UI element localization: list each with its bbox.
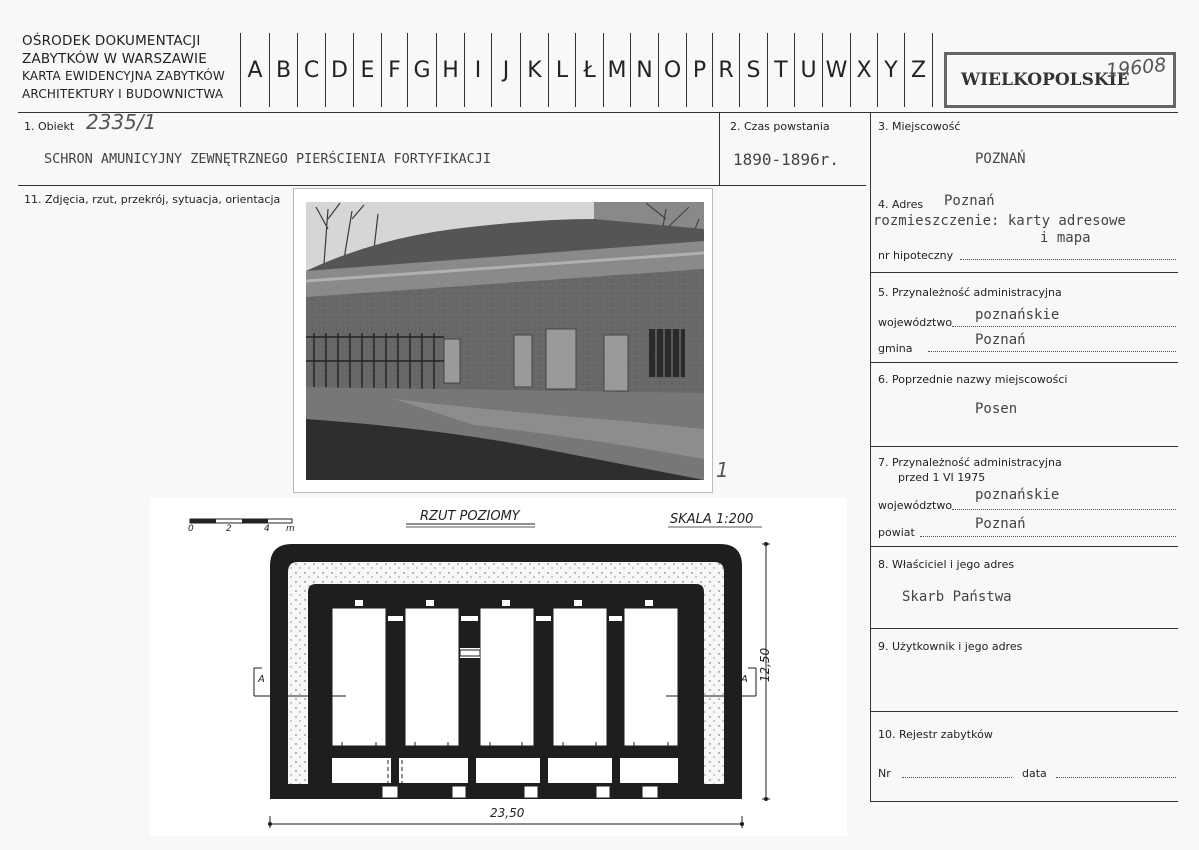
index-row-end <box>932 33 934 107</box>
commune-value: Poznań <box>975 332 1026 348</box>
dotted-line <box>952 509 1176 510</box>
address-location-cont: i mapa <box>1040 230 1091 246</box>
dotted-line <box>1056 777 1176 778</box>
institution-line: ZABYTKÓW W WARSZAWIE <box>22 50 207 67</box>
institution-line: ARCHITEKTURY I BUDOWNICTWA <box>22 86 224 101</box>
index-letter: E <box>353 33 381 107</box>
field-label-gmina: gmina <box>878 342 913 355</box>
building-photo <box>293 188 713 493</box>
index-letter: I <box>464 33 491 107</box>
region-stamp-text: WIELKOPOLSKIE <box>961 70 1130 90</box>
scale-tick-2: 2 <box>226 524 232 534</box>
index-letter: N <box>630 33 658 107</box>
index-letter: C <box>297 33 325 107</box>
index-letter: L <box>548 33 575 107</box>
object-number: 2335/1 <box>86 110 157 134</box>
dotted-line <box>952 326 1176 327</box>
plan-title: RZUT POZIOMY <box>420 509 520 524</box>
field-label-przynaleznosc-1975: 7. Przynależność administracyjna <box>878 456 1062 469</box>
field-label-przed-1975: przed 1 VI 1975 <box>898 471 986 484</box>
divider <box>870 546 1178 547</box>
object-name: SCHRON AMUNICYJNY ZEWNĘTRZNEGO PIERŚCIENIA FORTYFIKACJI <box>44 151 492 167</box>
index-letter: G <box>407 33 436 107</box>
index-letter: H <box>436 33 464 107</box>
dimension-width: 23,50 <box>490 806 525 820</box>
voivodeship-1975-value: poznańskie <box>975 487 1060 503</box>
divider <box>870 446 1178 447</box>
address-value: Poznań <box>944 193 995 209</box>
index-letter: J <box>491 33 520 107</box>
divider <box>719 112 720 186</box>
index-letter: Z <box>904 33 932 107</box>
index-letter: M <box>603 33 630 107</box>
field-label-zdjecia: 11. Zdjęcia, rzut, przekrój, sytuacja, orientacja <box>24 193 281 206</box>
floor-plan <box>150 498 847 836</box>
former-name-value: Posen <box>975 401 1018 417</box>
field-label-data: data <box>1022 767 1047 780</box>
divider <box>870 362 1178 363</box>
index-letter: F <box>381 33 407 107</box>
scale-tick-4: 4 <box>264 524 270 534</box>
dotted-line <box>928 351 1176 352</box>
institution-line: OŚRODEK DOKUMENTACJI <box>22 33 201 49</box>
voivodeship-value: poznańskie <box>975 307 1060 323</box>
divider <box>18 112 1178 113</box>
index-letter: D <box>325 33 353 107</box>
index-letter: A <box>240 33 269 107</box>
field-label-wojewodztwo-1975: województwo <box>878 499 953 512</box>
index-letter: P <box>686 33 712 107</box>
scale-tick-0: 0 <box>188 524 194 534</box>
divider <box>870 628 1178 629</box>
index-letter: T <box>767 33 794 107</box>
locality-value: POZNAŃ <box>975 151 1026 167</box>
owner-value: Skarb Państwa <box>902 589 1012 605</box>
field-label-rejestr: 10. Rejestr zabytków <box>878 728 993 741</box>
field-label-przynaleznosc: 5. Przynależność administracyjna <box>878 286 1062 299</box>
divider <box>870 711 1178 712</box>
field-label-powiat: powiat <box>878 526 915 539</box>
divider <box>18 185 866 186</box>
floor-plan-drawing <box>150 498 847 836</box>
index-letter: B <box>269 33 297 107</box>
dotted-line <box>960 259 1176 260</box>
index-letter: S <box>739 33 767 107</box>
dotted-line <box>902 777 1012 778</box>
field-label-obiekt: 1. Obiekt <box>24 120 75 133</box>
divider <box>870 801 1178 802</box>
index-letter: K <box>520 33 548 107</box>
photo-image <box>294 189 712 492</box>
construction-date: 1890-1896r. <box>733 150 839 169</box>
section-mark-right: A <box>741 674 748 685</box>
index-letter: W <box>822 33 850 107</box>
scale-tick-unit: m <box>286 524 295 534</box>
section-mark-left: A <box>258 674 265 685</box>
index-letter: X <box>850 33 877 107</box>
institution-header <box>22 33 225 103</box>
field-label-adres: 4. Adres <box>878 198 924 211</box>
index-letter: Ł <box>575 33 603 107</box>
photo-number: 1 <box>716 458 729 482</box>
address-location: rozmieszczenie: karty adresowe <box>873 213 1126 229</box>
alphabet-index <box>240 33 934 107</box>
dimension-height: 12,50 <box>758 647 773 683</box>
field-label-hipoteczny: nr hipoteczny <box>878 249 954 262</box>
institution-line: KARTA EWIDENCYJNA ZABYTKÓW <box>22 69 225 83</box>
index-letter: Y <box>877 33 904 107</box>
index-letter: O <box>658 33 686 107</box>
index-letter: R <box>712 33 739 107</box>
field-label-miejscowosc: 3. Miejscowość <box>878 120 961 133</box>
field-label-wlasciciel: 8. Właściciel i jego adres <box>878 558 1015 571</box>
divider <box>870 272 1178 273</box>
field-label-nr: Nr <box>878 767 891 780</box>
index-letter: U <box>794 33 822 107</box>
field-label-czas: 2. Czas powstania <box>730 120 830 133</box>
plan-scale: SKALA 1:200 <box>670 512 754 527</box>
dotted-line <box>920 536 1176 537</box>
stamp-number: 19608 <box>1105 53 1168 83</box>
field-label-wojewodztwo: województwo <box>878 316 953 329</box>
divider <box>870 112 871 802</box>
field-label-poprzednie: 6. Poprzednie nazwy miejscowości <box>878 373 1068 386</box>
field-label-uzytkownik: 9. Użytkownik i jego adres <box>878 640 1023 653</box>
county-value: Poznań <box>975 516 1026 532</box>
